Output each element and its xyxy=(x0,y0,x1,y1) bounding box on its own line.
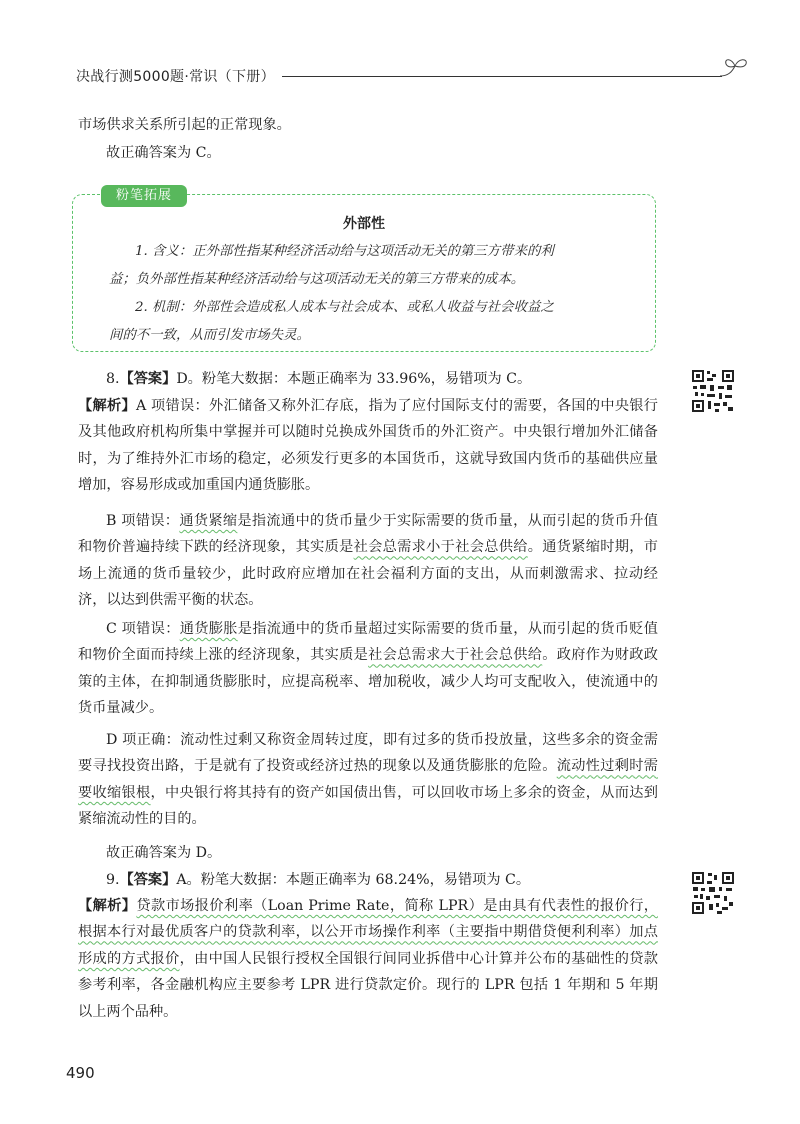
q9-answer xyxy=(78,867,658,893)
q9-analysis-tag: 【解析】 xyxy=(78,898,137,914)
q8-analysis-tag: 【解析】 xyxy=(78,398,136,414)
extension-p1-line2: 益；负外部性指某种经济活动给与这项活动无关的第三方带来的成本。 xyxy=(109,272,525,287)
q8-d-rest: ，中央银行将其持有的资产如国债出售，可以回收市场上多余的资金，从而达到紧缩流动性的目的。 xyxy=(78,784,658,828)
q8-d-key-point: 流动性过剩时需要收缩银根 xyxy=(78,758,658,801)
extension-tab: 粉笔拓展 xyxy=(101,185,187,207)
sprout-icon xyxy=(718,54,752,84)
q8-d-prefix: D 项正确：流动性过剩又称资金周转过度，即有过多的货币投放量，这些多余的资金需要寻找投资出路，于是就有了投资或经济过热的现象以及通货膨胀的危险。 xyxy=(78,732,658,775)
q8-option-d xyxy=(78,727,658,833)
q9-answer-tag: 【答案】 xyxy=(119,872,177,888)
q8-b-rest: 。通货紧缩时期，市场上流通的货币量较少，此时政府应增加在社会福利方面的支出，从而刺激需求、拉动经济，以达到供需平衡的状态。 xyxy=(78,539,658,609)
q9-rest: ，由中国人民银行授权全国银行间同业拆借中心计算并公布的基础性的贷款参考利率，各金融机构应主要参考 LPR 进行贷款定价。现行的 LPR 包括 1 年期和 5 年期以上两个品种。 xyxy=(78,950,658,1020)
q8-answer xyxy=(78,366,658,392)
q8-c-term: 通货膨胀 xyxy=(179,621,238,637)
q8-c-prefix: C 项错误： xyxy=(106,621,180,637)
q8-conclusion: 故正确答案为 D。 xyxy=(106,845,222,861)
qr-code-icon xyxy=(690,368,736,414)
q8-option-b xyxy=(78,508,658,614)
conclusion-c: 故正确答案为 C。 xyxy=(106,145,221,161)
qr-code-icon xyxy=(690,870,736,916)
extension-p2-line2: 间的不一致，从而引发市场失灵。 xyxy=(109,328,310,343)
q8-analysis-a xyxy=(78,393,658,499)
extension-title: 外部性 xyxy=(343,216,385,232)
q8-c-middle: 是指流通中的货币量超过实际需要的货币量，从而引起的货币贬值和物价全面而持续上涨的经济现象，其实质是 xyxy=(78,621,658,664)
q8-c-essence: 社会总需求大于社会总供给 xyxy=(368,647,543,664)
q8-c-rest: 。政府作为财政政策的主体，在抑制通货膨胀时，应提高税率、增加税收，减少人均可支配收入，使流通中的货币量减少。 xyxy=(78,647,658,717)
extension-box xyxy=(72,188,656,352)
continuation-line: 市场供求关系所引起的正常现象。 xyxy=(78,117,291,133)
extension-p2-line1: 2. 机制：外部性会造成私人成本与社会成本、或私人收益与社会收益之 xyxy=(135,300,554,315)
extension-p1-line1: 1. 含义：正外部性指某种经济活动给与这项活动无关的第三方带来的利 xyxy=(135,244,554,259)
q8-number: 8. xyxy=(106,371,120,387)
q8-a-text: A 项错误：外汇储备又称外汇存底，指为了应付国际支付的需要，各国的中央银行及其他政府机构所集中掌握并可以随时兑换成外国货币的外汇资产。中央银行增加外汇储备时，为了维持外汇市场的稳定，必须发行更多的本国货币，这就导致国内货币的基础供应量增加，容易形成或加重国内通货膨胀。 xyxy=(78,398,658,494)
q9-lpr-definition: 贷款市场报价利率（Loan Prime Rate，简称 LPR）是由具有代表性的报价行，根据本行对最优质客户的贷款利率，以公开市场操作利率（主要指中期借贷便利利率）加点形成的方式报价 xyxy=(78,898,658,967)
q9-number: 9. xyxy=(106,872,120,888)
header-rule xyxy=(282,76,722,77)
running-header xyxy=(76,64,756,90)
q8-b-term: 通货紧缩 xyxy=(179,513,238,529)
q8-answer-tag: 【答案】 xyxy=(119,371,177,387)
page-number: 490 xyxy=(66,1064,95,1082)
q8-b-prefix: B 项错误： xyxy=(106,513,180,529)
book-title: 决战行测5000题·常识（下册） xyxy=(76,69,275,85)
q8-answer-text: D。粉笔大数据：本题正确率为 33.96%，易错项为 C。 xyxy=(176,371,532,387)
q8-b-essence: 社会总需求小于社会总供给 xyxy=(353,539,528,556)
q8-b-middle: 是指流通中的货币量少于实际需要的货币量，从而引起的货币升值和物价普遍持续下跌的经济现象，其实质是 xyxy=(78,513,658,556)
q9-answer-text: A。粉笔大数据：本题正确率为 68.24%，易错项为 C。 xyxy=(176,872,531,888)
q8-option-c xyxy=(78,616,658,722)
q9-analysis xyxy=(78,893,658,1025)
